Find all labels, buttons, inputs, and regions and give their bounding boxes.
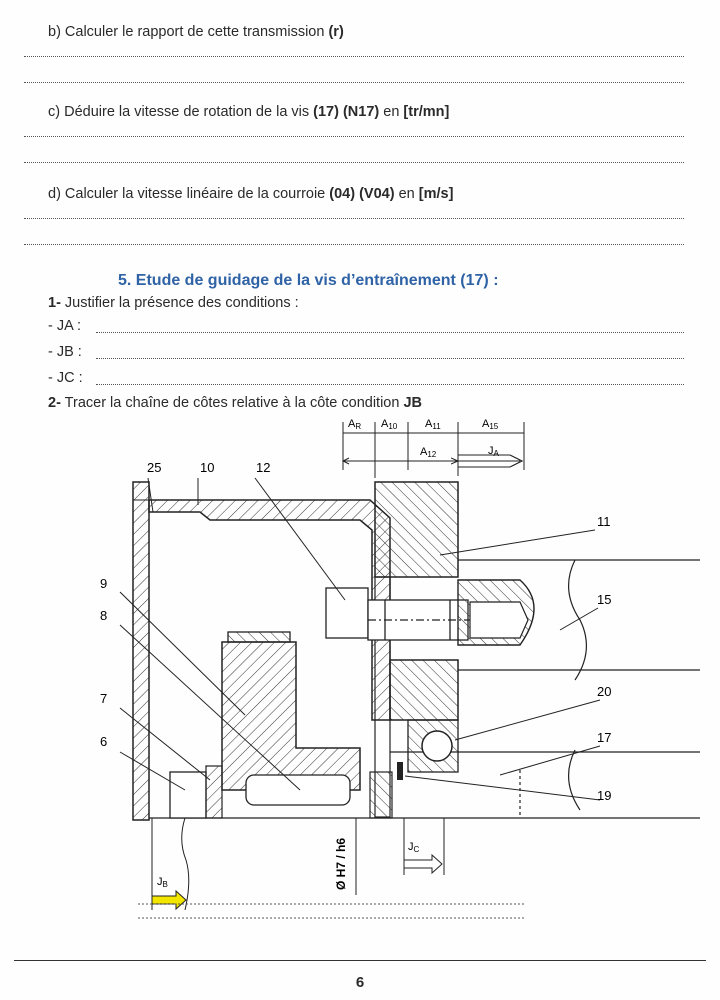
dim-jc: JC (408, 841, 420, 854)
label-9: 9 (100, 576, 108, 591)
label-8: 8 (100, 608, 108, 623)
dim-a15: A15 (482, 418, 499, 431)
sub-question-2-number: 2- (48, 395, 61, 411)
answer-line[interactable] (24, 162, 684, 163)
question-c-text: c) Déduire la vitesse de rotation de la vis (48, 104, 314, 120)
screw-12 (326, 588, 470, 640)
label-10: 10 (200, 460, 215, 475)
dim-a12: A12 (420, 446, 437, 459)
question-b (48, 24, 344, 40)
page-number: 6 (355, 974, 365, 991)
label-17: 17 (597, 730, 612, 745)
answer-line-ja[interactable] (96, 332, 684, 333)
question-d-bold1: (04) (V04) (329, 186, 395, 202)
label-15: 15 (597, 592, 612, 607)
section-title: 5. Etude de guidage de la vis d’entraînement (17) : (118, 272, 499, 289)
question-d-text: d) Calculer la vitesse linéaire de la courroie (48, 186, 330, 202)
question-d-mid: en (394, 186, 419, 202)
answer-line[interactable] (24, 244, 684, 245)
label-25: 25 (147, 460, 162, 475)
answer-line-jb[interactable] (96, 358, 684, 359)
question-c-bold2: [tr/mn] (403, 104, 450, 120)
fit-annotation: Ø H7 / h6 (334, 837, 348, 890)
bearing-20 (408, 720, 458, 772)
label-19: 19 (597, 788, 612, 803)
answer-line[interactable] (24, 56, 684, 57)
dim-ar: AR (348, 418, 362, 431)
nut-6 (170, 766, 222, 818)
dim-a11: A11 (425, 418, 441, 431)
condition-jc-label: - JC : (48, 370, 83, 386)
answer-line[interactable] (24, 136, 684, 137)
sub-question-1 (48, 295, 299, 311)
condition-jb-label: - JB : (48, 344, 82, 360)
label-7: 7 (100, 691, 108, 706)
sub-question-1-text: Justifier la présence des conditions : (60, 295, 299, 311)
answer-line[interactable] (24, 218, 684, 219)
sub-question-2 (48, 395, 422, 411)
jb-dimension (138, 818, 525, 918)
dim-ja: JA (488, 445, 499, 458)
question-b-text: b) Calculer le rapport de cette transmission (48, 24, 329, 40)
gear-9 (222, 632, 360, 790)
answer-line[interactable] (24, 82, 684, 83)
question-c (48, 104, 449, 120)
question-d-bold2: [m/s] (418, 186, 454, 202)
dim-a10: A10 (381, 418, 398, 431)
sub-question-1-number: 1- (48, 295, 61, 311)
label-20: 20 (597, 684, 612, 699)
assembly-drawing (0, 410, 720, 930)
question-b-bold: (r) (328, 24, 344, 40)
label-11: 11 (597, 514, 611, 529)
key-8 (246, 775, 350, 805)
sub-question-2-bold: JB (403, 395, 423, 411)
footer-divider (14, 960, 706, 961)
question-c-bold1: (17) (N17) (313, 104, 380, 120)
question-c-mid: en (379, 104, 404, 120)
housing-25 (133, 482, 170, 820)
label-6: 6 (100, 734, 108, 749)
question-d (48, 186, 453, 202)
dim-jb: JB (157, 876, 168, 889)
sub-question-2-text: Tracer la chaîne de côtes relative à la côte condition (60, 395, 404, 411)
label-12: 12 (256, 460, 271, 475)
part-15 (458, 560, 700, 680)
answer-line-jc[interactable] (96, 384, 684, 385)
condition-ja-label: - JA : (48, 318, 82, 334)
